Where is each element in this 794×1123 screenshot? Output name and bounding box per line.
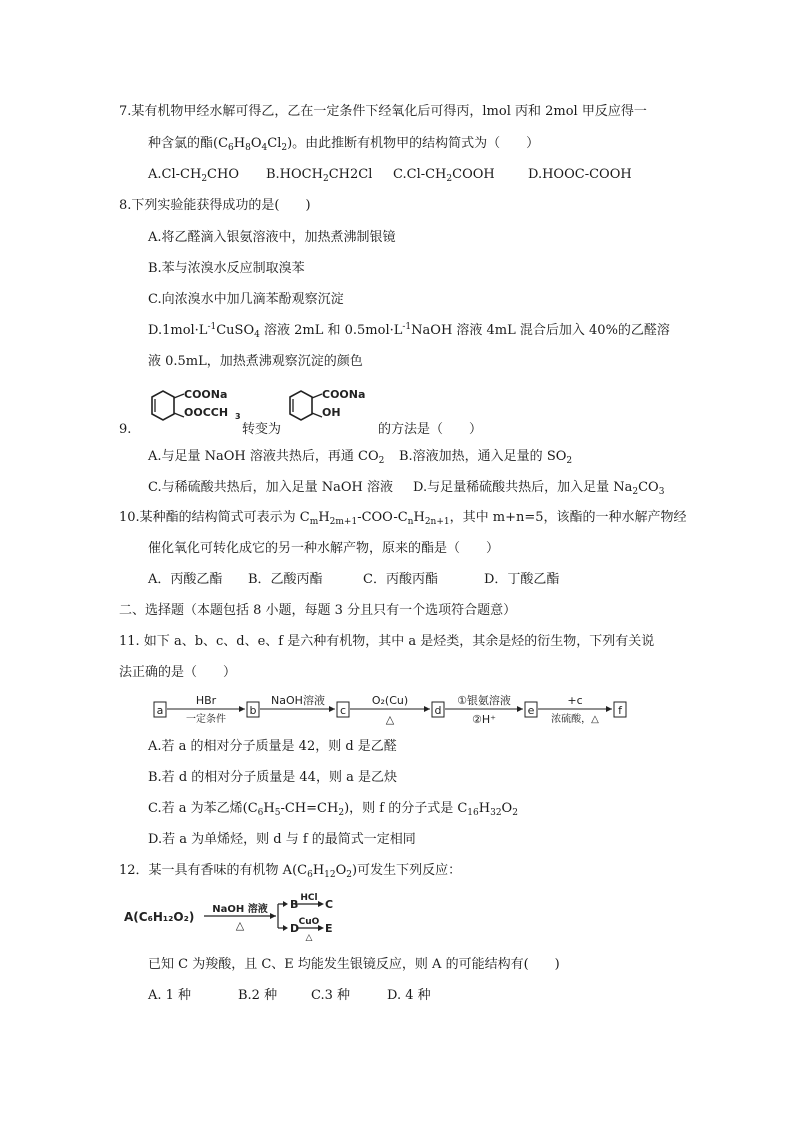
q10-option-d: D．丁酸乙酯 bbox=[484, 572, 560, 587]
q11-reaction-flow bbox=[152, 688, 636, 728]
q12-option-b: B.2 种 bbox=[238, 988, 278, 1003]
q9-option-d: D.与足量稀硫酸共热后，加入足量 $Na_2CO_3$ bbox=[413, 480, 665, 497]
q10-option-b: B．乙酸丙酯 bbox=[248, 572, 323, 587]
q11-option-d: D.若 a 为单烯烃，则 d 与 f 的最简式一定相同 bbox=[148, 832, 416, 847]
q11-reagent-1-bottom: 一定条件 bbox=[186, 714, 226, 725]
q12-scheme-reagent-3-bottom: △ bbox=[305, 933, 313, 942]
q8-option-a: A.将乙醛滴入银氨溶液中，加热煮沸制银镜 bbox=[148, 230, 396, 245]
q11-stem-line2: 法正确的是（ ） bbox=[119, 665, 237, 680]
q12-scheme-reagent-2: HCl bbox=[300, 893, 318, 903]
q12-stem: 12．某一具有香味的有机物 $A(C_6H_{12}O_2)$可发生下列反应： bbox=[119, 863, 462, 880]
q11-reagent-1-top: HBr bbox=[195, 694, 217, 707]
q9-structure-product bbox=[284, 386, 380, 432]
q12-reaction-scheme bbox=[124, 890, 354, 942]
q9-reactant-group-1: COONa bbox=[184, 388, 228, 401]
q7-option-b: $B.HOCH_2CH2Cl$ bbox=[266, 167, 373, 184]
q7-option-c: $C.Cl-CH_2COOH$ bbox=[393, 167, 495, 184]
q10-option-a: A．丙酸乙酯 bbox=[148, 572, 223, 587]
q11-reagent-5-bottom: 浓硫酸，△ bbox=[551, 714, 599, 725]
q7-option-a: $A.Cl-CH_2CHO$ bbox=[148, 167, 239, 184]
q9-number: 9. bbox=[119, 422, 132, 437]
q9-stem-tail: 的方法是（ ） bbox=[378, 422, 483, 437]
q7-stem-line1: 7.某有机物甲经水解可得乙，乙在一定条件下经氧化后可得丙，lmol 丙和 2mol 甲反应得一 bbox=[119, 104, 647, 119]
q11-option-a: A.若 a 的相对分子质量是 42，则 d 是乙醛 bbox=[148, 739, 397, 754]
q9-transform-text: 转变为 bbox=[242, 422, 282, 437]
q10-option-c: C．丙酸丙酯 bbox=[363, 572, 438, 587]
q12-scheme-reagent-3-top: CuO bbox=[298, 917, 320, 927]
q7-option-d: D.HOOC-COOH bbox=[528, 167, 632, 182]
q8-option-c: C.向浓溴水中加几滴苯酚观察沉淀 bbox=[148, 292, 344, 307]
q12-option-c: C.3 种 bbox=[311, 988, 351, 1003]
q11-reagent-4-bottom: ②H⁺ bbox=[472, 713, 496, 726]
q11-node-b: b bbox=[249, 704, 257, 717]
q12-scheme-d: D bbox=[290, 922, 300, 935]
q12-scheme-b: B bbox=[290, 898, 299, 911]
q11-reagent-3-bottom: △ bbox=[385, 713, 395, 726]
q11-node-a: a bbox=[156, 704, 164, 717]
q9-option-b: B.溶液加热，通入足量的 $SO_2$ bbox=[399, 449, 573, 466]
q12-scheme-reagent-1-top: NaOH 溶液 bbox=[212, 904, 268, 915]
q9-option-c: C.与稀硫酸共热后，加入足量 NaOH 溶液 bbox=[148, 480, 394, 495]
q11-stem-line1: 11. 如下 a、b、c、d、e、f 是六种有机物，其中 a 是烃类，其余是烃的衍生物，下列有关说 bbox=[119, 634, 655, 649]
q12-scheme-start: A(C₆H₁₂O₂) bbox=[124, 910, 195, 924]
q12-scheme-reagent-1-bottom: △ bbox=[235, 919, 245, 932]
q12-condition: 已知 C 为羧酸，且 C、E 均能发生银镜反应，则 A 的可能结构有( ) bbox=[148, 957, 560, 972]
q12-option-a: A. 1 种 bbox=[148, 988, 192, 1003]
q9-option-a: A.与足量 NaOH 溶液共热后，再通 $CO_2$ bbox=[148, 449, 385, 466]
q11-reagent-3-top: O₂(Cu) bbox=[371, 694, 409, 707]
q9-reactant-group-2-sub: 3 bbox=[235, 412, 241, 421]
q12-scheme-e: E bbox=[325, 922, 333, 935]
q12-scheme-c: C bbox=[325, 898, 334, 911]
q8-option-d-line1: $D.1mol\cdot L^{-1}CuSO_4$ 溶液 2mL 和 $0.5mol\cdot L^{-1}NaOH$ 溶液 4mL 混合后加入 40%的乙醛溶 bbox=[148, 322, 670, 340]
q11-option-c: C.若 a 为苯乙烯$(C_6H_5-CH=CH_2)$，则 f 的分子式是 $C_{16}H_{32}O_2$ bbox=[148, 801, 518, 818]
q11-option-b: B.若 d 的相对分子质量是 44，则 a 是乙炔 bbox=[148, 770, 397, 785]
q9-product-group-2: OH bbox=[322, 406, 341, 419]
q7-stem-line2: 种含氯的酯$(C_6H_8O_4Cl_2)$。由此推断有机物甲的结构简式为（ ） bbox=[148, 136, 540, 153]
q12-option-d: D. 4 种 bbox=[387, 988, 431, 1003]
q11-node-f: f bbox=[618, 704, 622, 717]
q9-structure-reactant bbox=[142, 386, 242, 432]
q11-reagent-5-top: +c bbox=[567, 694, 583, 707]
q8-option-d-line2: 液 0.5mL，加热煮沸观察沉淀的颜色 bbox=[148, 354, 363, 369]
q8-stem: 8.下列实验能获得成功的是( ) bbox=[119, 198, 311, 213]
q8-option-b: B.苯与浓溴水反应制取溴苯 bbox=[148, 261, 305, 276]
q11-node-d: d bbox=[434, 704, 442, 717]
q9-reactant-group-2: OOCCH bbox=[184, 406, 229, 419]
q11-reagent-4-top: ①银氨溶液 bbox=[457, 694, 511, 707]
q10-stem-line2: 催化氧化可转化成它的另一种水解产物，原来的酯是（ ） bbox=[148, 541, 500, 556]
q11-node-c: c bbox=[339, 704, 347, 717]
q10-stem-line1: 10.某种酯的结构简式可表示为 $C_mH_{2m+1}-COO-C_nH_{2n+1}$，其中 m+n=5，该酯的一种水解产物经 bbox=[119, 510, 687, 527]
q11-reagent-2-top: NaOH溶液 bbox=[271, 694, 325, 707]
section-2-title: 二、选择题（本题包括 8 小题，每题 3 分且只有一个选项符合题意） bbox=[119, 603, 517, 618]
q11-node-e: e bbox=[527, 704, 535, 717]
q9-product-group-1: COONa bbox=[322, 388, 366, 401]
